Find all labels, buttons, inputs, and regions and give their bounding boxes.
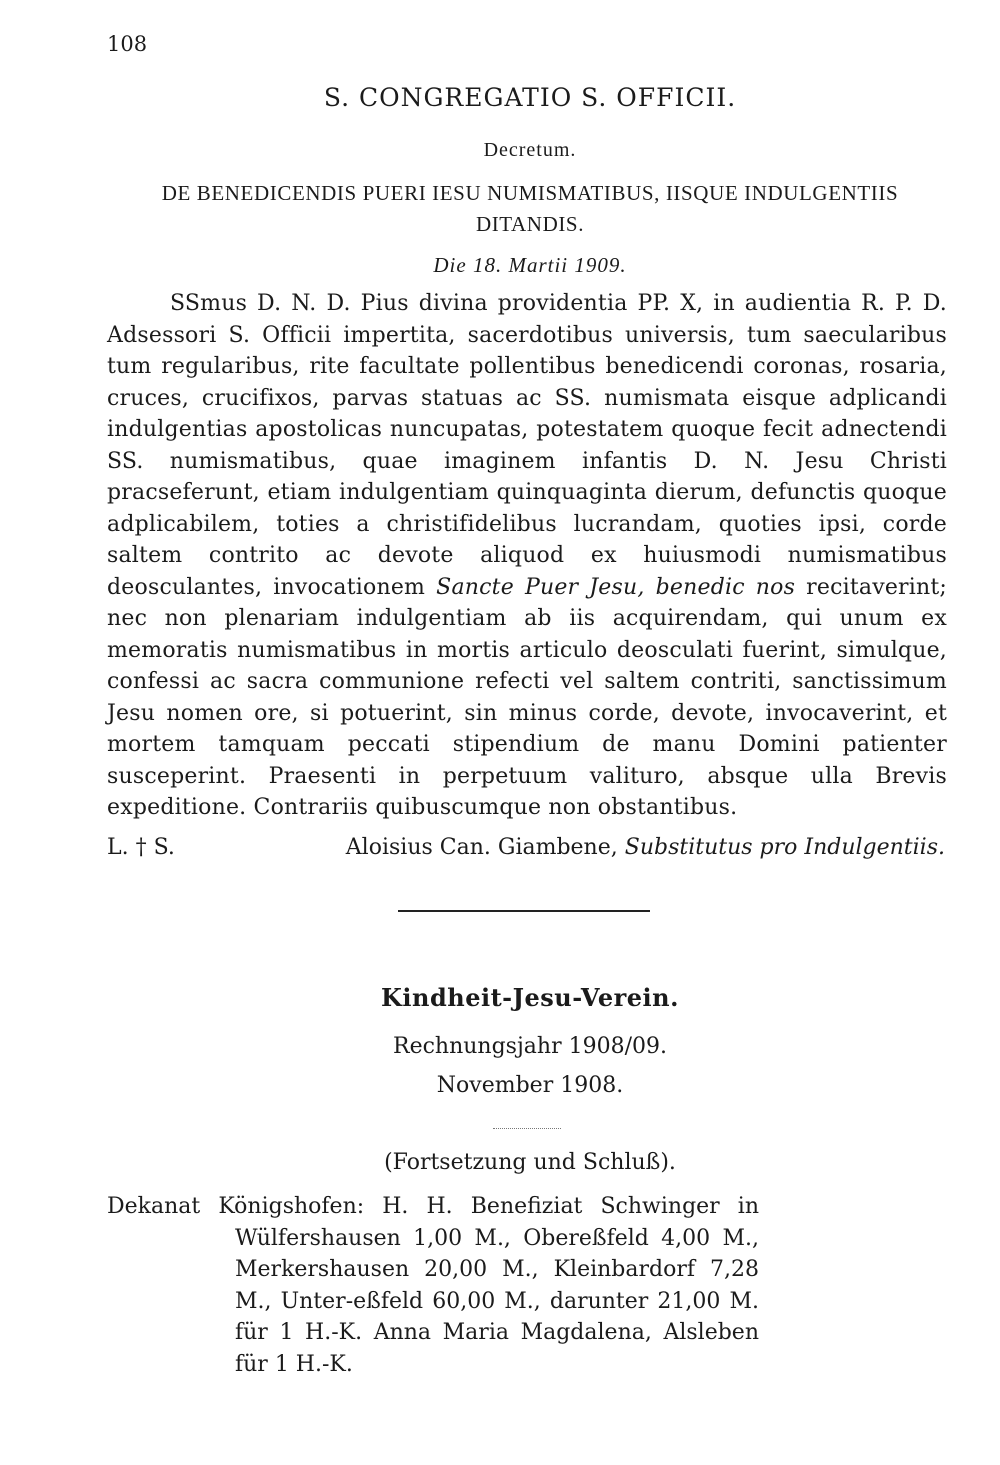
decree-title: DE BENEDICENDIS PUERI IESU NUMISMATIBUS, IISQUE INDULGENTIIS DITANDIS. — [161, 181, 899, 236]
page-number: 108 — [107, 32, 148, 56]
section-title: Kindheit-Jesu-Verein. — [381, 983, 679, 1012]
report-month: November 1908. — [436, 1073, 624, 1098]
seal-mark: L. † S. — [107, 835, 175, 860]
decree-label: Decretum. — [483, 139, 577, 161]
decree-body — [107, 288, 947, 824]
fiscal-year: Rechnungsjahr 1908/09. — [393, 1034, 667, 1059]
signature-line — [346, 835, 945, 860]
signatory-title: Substitutus pro Indulgentiis. — [624, 835, 945, 860]
continuation-note: (Fortsetzung und Schluß). — [384, 1150, 676, 1175]
deanery-entry: Dekanat Königshofen: H. H. Benefiziat Schwinger in Wülfershausen 1,00 M., Obereßfeld 4,00 M., Merkershausen 20,00 M., Kleinbardorf 7,28 M., Unter-eßfeld 60,00 M., darunter 21,00 M. für 1 H.-K. Anna Maria Magdalena, Alsleben für 1 H.-K. — [107, 1194, 759, 1377]
section-divider — [398, 910, 650, 912]
invocation-text: Sancte Puer Jesu, benedic nos — [436, 574, 796, 600]
signatory-name: Aloisius Can. Giambene, — [345, 835, 618, 860]
decree-body-part-2: recitaverint; nec non plenariam indulgentiam ab iis acquirendam, qui unum ex memoratis numismatibus in mortis articulo deosculati fuerint, simulque, confessi ac sacra communione refecti vel saltem contriti, sanctissimum Jesu nomen ore, si potuerint, sin minus corde, devote, invocaverint, et mortem tamquam peccati stipendium de manu Domini patienter susceperint. Praesenti in perpetuum valituro, absque ulla Brevis expeditione. Contrariis quibuscumque non obstantibus. — [107, 574, 948, 820]
small-divider — [493, 1128, 561, 1129]
deanery-list — [107, 1191, 759, 1380]
decree-body-part-1: SSmus D. N. D. Pius divina providentia PP. X, in audientia R. P. D. Adsessori S. Officii impertita, sacerdotibus universis, tum saecularibus tum regularibus, rite facultate pollentibus benedicendi coronas, rosaria, cruces, crucifixos, parvas statuas ac SS. numismata eisque adplicandi indulgentias apostolicas nuncupatas, potestatem quoque fecit adnectendi SS. numismatibus, quae imaginem infantis D. N. Jesu Christi pracseferunt, etiam indulgentiam quinquaginta dierum, defunctis quoque adplicabilem, toties a christifidelibus lucrandam, quoties ipsi, corde saltem contrito ac devote aliquod ex huiusmodi numismatibus deosculantes, invocationem — [107, 291, 947, 600]
decree-date: Die 18. Martii 1909. — [433, 253, 627, 277]
congregation-heading: S. CONGREGATIO S. OFFICII. — [323, 83, 737, 112]
